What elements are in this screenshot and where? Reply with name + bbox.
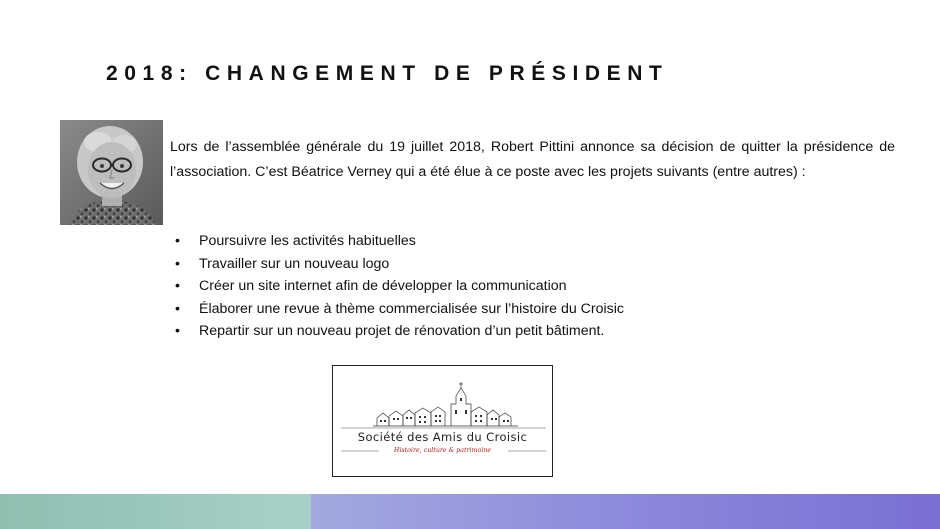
- association-logo: [332, 365, 553, 477]
- footer-band-right: [311, 494, 940, 529]
- slide-title: 2018: CHANGEMENT DE PRÉSIDENT: [106, 62, 669, 85]
- list-item: [175, 275, 624, 298]
- list-item: [175, 253, 624, 276]
- footer-band: [0, 494, 940, 529]
- logo-tagline: Histoire, culture & patrimoine: [393, 447, 492, 454]
- intro-paragraph: Lors de l’assemblée générale du 19 juillet 2018, Robert Pittini annonce sa décision de quitter la présidence de l’association. C’est Béatrice Verney qui a été élue à ce poste avec les projets suivants (entre autres) :: [170, 139, 895, 180]
- logo-name: Société des Amis du Croisic: [357, 430, 528, 444]
- bullet-icon: •: [175, 300, 180, 317]
- bullet-icon: •: [175, 233, 180, 249]
- project-text: Élaborer une revue à thème commercialisée sur l’histoire du Croisic: [199, 300, 625, 317]
- bullet-icon: •: [175, 323, 180, 339]
- project-text: Repartir sur un nouveau projet de rénovation d’un petit bâtiment.: [199, 323, 605, 339]
- projects-list: [175, 230, 624, 343]
- town-skyline-icon: [333, 366, 554, 478]
- project-text: Créer un site internet afin de développer la communication: [199, 278, 567, 294]
- president-photo: [60, 120, 163, 225]
- project-text: Travailler sur un nouveau logo: [199, 255, 390, 272]
- project-text: Poursuivre les activités habituelles: [199, 233, 416, 249]
- list-item: [175, 298, 624, 321]
- footer-band-left: [0, 494, 311, 529]
- list-item: [175, 230, 624, 253]
- list-item: [175, 320, 624, 343]
- bullet-icon: •: [175, 255, 180, 272]
- portrait-image: [60, 120, 163, 225]
- bullet-icon: •: [175, 278, 180, 294]
